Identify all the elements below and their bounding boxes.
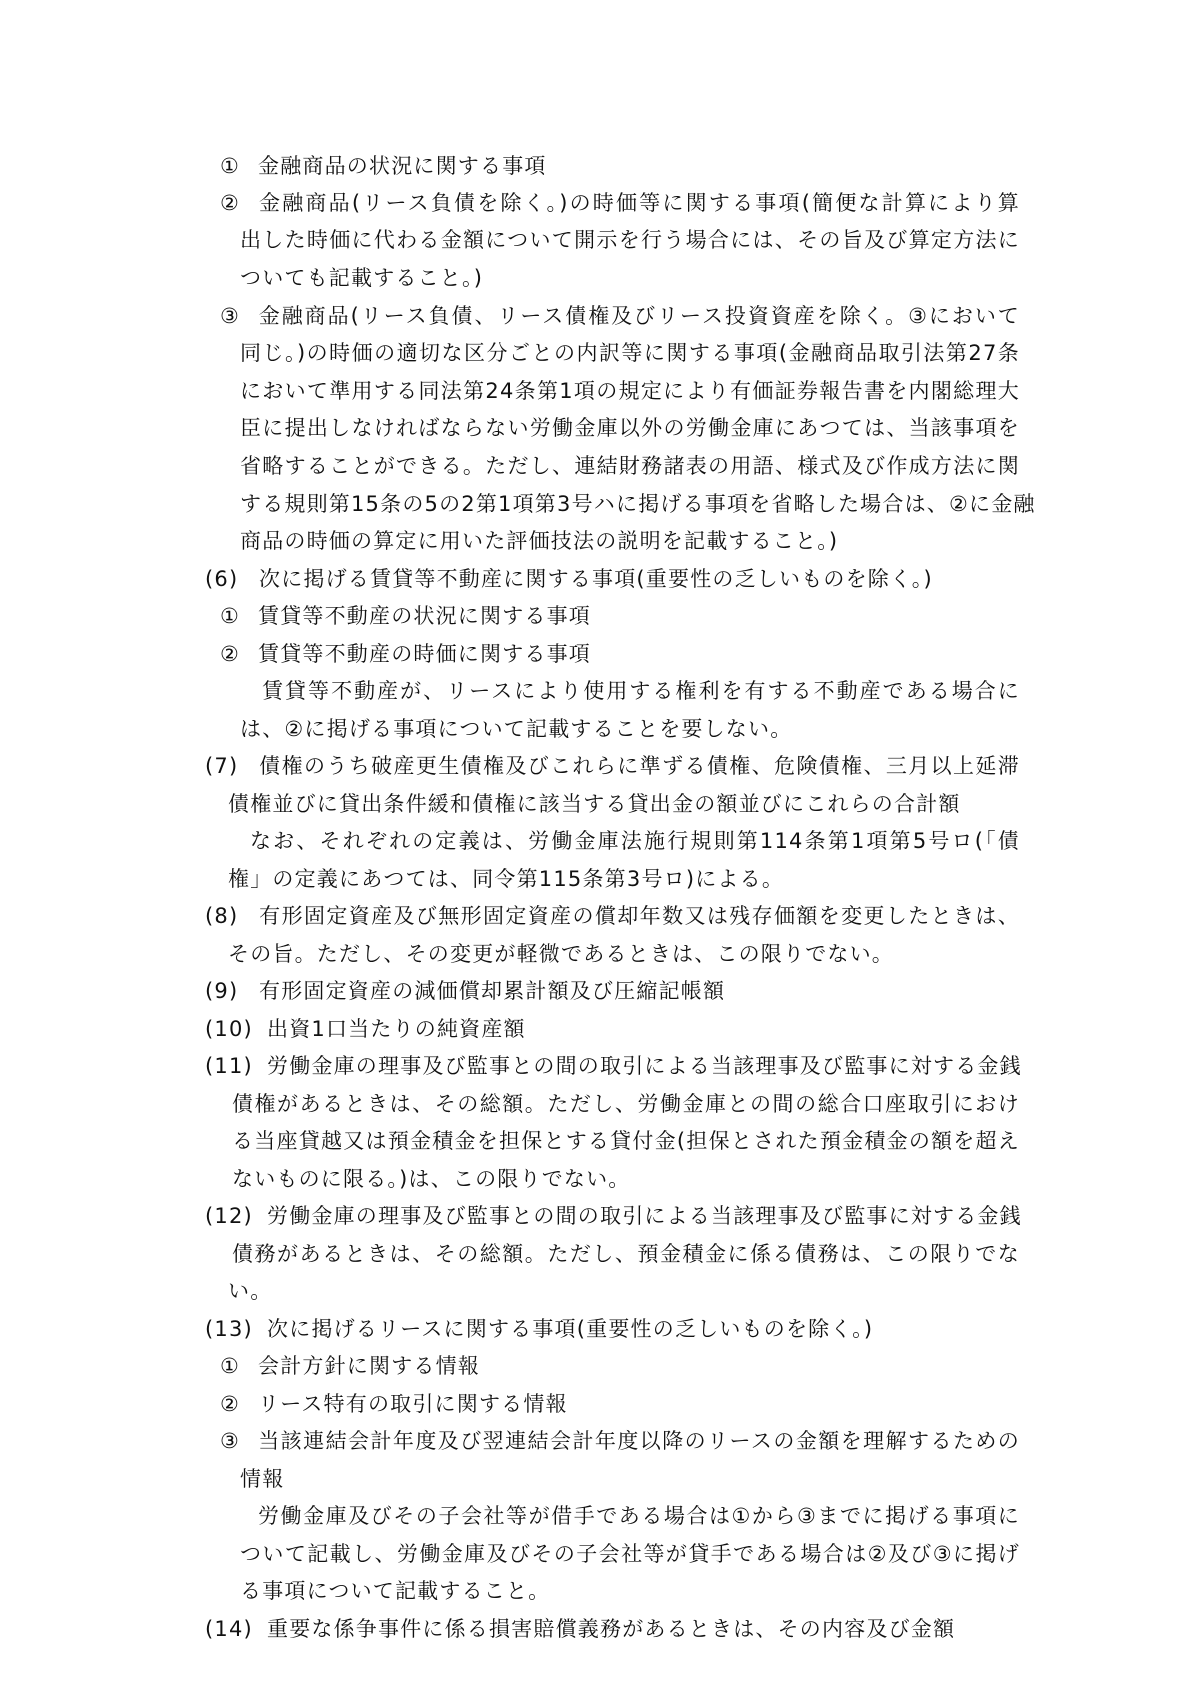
- paragraph-line: [240, 263, 483, 293]
- paragraph-line: [258, 1501, 1020, 1531]
- paragraph-line: [240, 338, 1020, 368]
- list-item-8: [205, 901, 1020, 931]
- paragraph-line: [240, 1464, 284, 1494]
- item-text: リース特有の取引に関する情報: [258, 1392, 568, 1416]
- paragraph-line: [240, 1576, 550, 1606]
- item-marker: (9): [205, 979, 239, 1003]
- paragraph-line: [262, 676, 1020, 706]
- item-text: 債権があるときは、その総額。ただし、労働金庫との間の総合口座取引におけ: [232, 1092, 1020, 1116]
- paragraph-line: [232, 1239, 1020, 1269]
- paragraph-line: [228, 939, 894, 969]
- list-item-6-1: [220, 601, 591, 631]
- item-text: 有形固定資産及び無形固定資産の償却年数又は残存価額を変更したときは、: [259, 904, 1020, 928]
- paragraph-line: [240, 413, 1020, 443]
- item-text: 情報: [240, 1467, 285, 1491]
- paragraph-line: [232, 1126, 1020, 1156]
- item-marker: (11): [205, 1054, 253, 1078]
- paragraph-line: [240, 489, 1036, 519]
- item-text: 出した時価に代わる金額について開示を行う場合には、その旨及び算定方法に: [240, 228, 1020, 252]
- list-item-7: [205, 751, 1020, 781]
- item-text: 賃貸等不動産の時価に関する事項: [258, 642, 591, 666]
- item-text: 債務があるときは、その総額。ただし、預金積金に係る債務は、この限りでな: [232, 1242, 1020, 1266]
- item-text: 金融商品(リース負債、リース債権及びリース投資資産を除く。③において: [258, 304, 1020, 328]
- item-text: 当該連結会計年度及び翌連結会計年度以降のリースの金額を理解するための: [258, 1429, 1020, 1453]
- item-marker: (7): [205, 754, 239, 778]
- item-text: 会計方針に関する情報: [258, 1354, 480, 1378]
- item-text: 金融商品の状況に関する事項: [258, 154, 547, 178]
- item-text: において準用する同法第24条第1項の規定により有価証券報告書を内閣総理大: [240, 379, 1020, 403]
- list-item-9: [205, 976, 725, 1006]
- item-text: る当座貸越又は預金積金を担保とする貸付金(担保とされた預金積金の額を超え: [232, 1129, 1020, 1153]
- list-item-13-2: [220, 1389, 568, 1419]
- item-text: する規則第15条の5の2第1項第3号ハに掲げる事項を省略した場合は、②に金融: [240, 492, 1036, 516]
- item-text: 労働金庫の理事及び監事との間の取引による当該理事及び監事に対する金銭: [267, 1204, 1022, 1228]
- item-text: 有形固定資産の減価償却累計額及び圧縮記帳額: [259, 979, 726, 1003]
- item-marker: ②: [220, 191, 241, 215]
- list-item-14: [205, 1614, 955, 1644]
- item-text: 賃貸等不動産の状況に関する事項: [258, 604, 591, 628]
- list-item-12: [205, 1201, 1020, 1231]
- item-marker: (13): [205, 1317, 253, 1341]
- item-text: 労働金庫及びその子会社等が借手である場合は①から③までに掲げる事項に: [258, 1504, 1020, 1528]
- item-text: 商品の時価の算定に用いた評価技法の説明を記載すること。): [240, 529, 839, 553]
- paragraph-line: [250, 826, 1020, 856]
- item-text: 労働金庫の理事及び監事との間の取引による当該理事及び監事に対する金銭: [267, 1054, 1022, 1078]
- item-marker: ①: [220, 154, 241, 178]
- list-item-10: [205, 1014, 526, 1044]
- list-item-5-1: [220, 151, 547, 181]
- item-text: 権」の定義にあつては、同令第115条第3号ロ)による。: [228, 867, 785, 891]
- list-item-5-3: [220, 301, 1020, 331]
- paragraph-line: [240, 376, 1020, 406]
- item-text: なお、それぞれの定義は、労働金庫法施行規則第114条第1項第5号ロ(「債: [250, 829, 1020, 853]
- item-marker: ③: [220, 1429, 241, 1453]
- paragraph-line: [240, 1539, 1020, 1569]
- item-text: 債権並びに貸出条件緩和債権に該当する貸出金の額並びにこれらの合計額: [228, 792, 961, 816]
- item-marker: (10): [205, 1017, 253, 1041]
- item-text: 出資1口当たりの純資産額: [267, 1017, 526, 1041]
- paragraph-line: [232, 1164, 631, 1194]
- list-item-11: [205, 1051, 1020, 1081]
- item-text: 臣に提出しなければならない労働金庫以外の労働金庫にあつては、当該事項を: [240, 416, 1020, 440]
- item-text: 債権のうち破産更生債権及びこれらに準ずる債権、危険債権、三月以上延滞: [259, 754, 1020, 778]
- item-marker: (6): [205, 567, 239, 591]
- item-marker: ③: [220, 304, 241, 328]
- list-item-6: [205, 564, 933, 594]
- paragraph-line: [240, 714, 792, 744]
- item-text: 賃貸等不動産が、リースにより使用する権利を有する不動産である場合に: [262, 679, 1020, 703]
- list-item-6-2: [220, 639, 591, 669]
- paragraph-line: [228, 1276, 272, 1306]
- item-text: 金融商品(リース負債を除く。)の時価等に関する事項(簡便な計算により算: [258, 191, 1020, 215]
- item-marker: ②: [220, 642, 241, 666]
- item-text: は、②に掲げる事項について記載することを要しない。: [240, 717, 793, 741]
- item-marker: (8): [205, 904, 239, 928]
- paragraph-line: [228, 789, 961, 819]
- paragraph-line: [228, 864, 784, 894]
- list-item-5-2: [220, 188, 1020, 218]
- item-marker: ①: [220, 604, 241, 628]
- item-text: い。: [228, 1279, 273, 1303]
- paragraph-line: [232, 1089, 1020, 1119]
- item-marker: (14): [205, 1617, 253, 1641]
- list-item-13-3: [220, 1426, 1020, 1456]
- item-marker: ①: [220, 1354, 241, 1378]
- item-marker: (12): [205, 1204, 253, 1228]
- paragraph-line: [240, 225, 1020, 255]
- item-text: 省略することができる。ただし、連結財務諸表の用語、様式及び作成方法に関: [240, 454, 1020, 478]
- item-text: 重要な係争事件に係る損害賠償義務があるときは、その内容及び金額: [267, 1617, 956, 1641]
- item-text: 次に掲げるリースに関する事項(重要性の乏しいものを除く。): [267, 1317, 874, 1341]
- item-text: 次に掲げる賃貸等不動産に関する事項(重要性の乏しいものを除く。): [259, 567, 933, 591]
- paragraph-line: [240, 526, 838, 556]
- item-text: ついて記載し、労働金庫及びその子会社等が貸手である場合は②及び③に掲げ: [240, 1542, 1020, 1566]
- list-item-13-1: [220, 1351, 480, 1381]
- item-text: ないものに限る。)は、この限りでない。: [232, 1167, 631, 1191]
- item-text: ついても記載すること。): [240, 266, 484, 290]
- item-text: 同じ。)の時価の適切な区分ごとの内訳等に関する事項(金融商品取引法第27条: [240, 341, 1020, 365]
- list-item-13: [205, 1314, 873, 1344]
- item-text: る事項について記載すること。: [240, 1579, 551, 1603]
- item-text: その旨。ただし、その変更が軽微であるときは、この限りでない。: [228, 942, 894, 966]
- paragraph-line: [240, 451, 1020, 481]
- item-marker: ②: [220, 1392, 241, 1416]
